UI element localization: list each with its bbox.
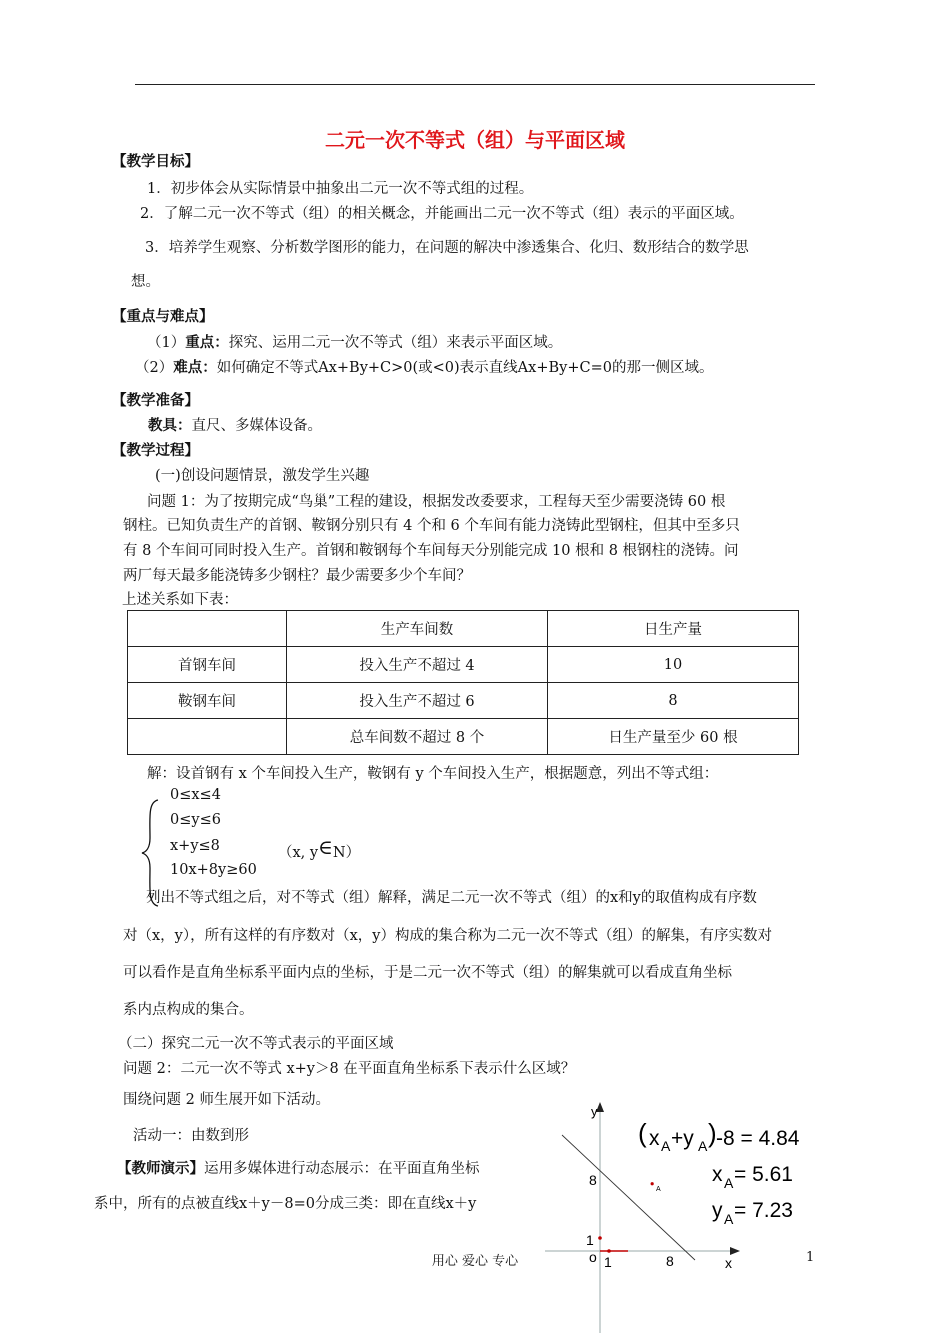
- activity1: 活动一：由数到形: [133, 1128, 249, 1144]
- table-row: [128, 647, 799, 683]
- readout-expr-plus: +y: [671, 1127, 694, 1150]
- readout-expr-sub: A: [698, 1138, 708, 1154]
- goals-heading: 【教学目标】: [112, 153, 199, 170]
- inequality-2: 0≤y≤6: [170, 812, 221, 828]
- table-cell: [128, 719, 287, 755]
- header-rule: [135, 84, 815, 85]
- problem1-line-4: 两厂每天最多能浇铸多少钢柱？最少需要多少个车间？: [123, 568, 471, 584]
- goal-3-cont: 想。: [131, 274, 160, 290]
- key-point-1-label: 重点：: [185, 334, 229, 351]
- key-point-2-text: 如何确定不等式Ax+By+C>0(或<0)表示直线Ax+By+C=0的那一侧区域。: [216, 360, 714, 376]
- inequality-1: 0≤x≤4: [170, 787, 221, 803]
- relation-table: [127, 610, 799, 755]
- key-heading: 【重点与难点】: [112, 308, 214, 325]
- prep-heading: 【教学准备】: [112, 392, 199, 409]
- table-header-cell: 生产车间数: [287, 611, 548, 647]
- table-cell: 投入生产不超过 4: [287, 647, 548, 683]
- key-point-1: [147, 331, 562, 352]
- inequality-3: x+y≤8: [170, 838, 220, 854]
- unit-y-point: [598, 1236, 602, 1240]
- table-cell: 首钢车间: [128, 647, 287, 683]
- demo-line-1: [117, 1157, 480, 1178]
- table-header-cell: 日生产量: [548, 611, 799, 647]
- y-tick-8: 8: [589, 1172, 597, 1188]
- goal-3: 3．培养学生观察、分析数学图形的能力，在问题的解决中渗透集合、化归、数形结合的数学思: [145, 240, 749, 256]
- coordinate-graph: [540, 1098, 820, 1338]
- explain-line-1: 列出不等式组之后，对不等式（组）解释，满足二元一次不等式（组）的x和y的取值构成有序数: [146, 890, 757, 906]
- key-point-2-label: 难点：: [173, 359, 217, 376]
- table-cell: 鞍钢车间: [128, 683, 287, 719]
- table-row: [128, 683, 799, 719]
- goal-2: 2．了解二元一次不等式（组）的相关概念，并能画出二元一次不等式（组）表示的平面区域。: [140, 206, 744, 222]
- table-intro: 上述关系如下表：: [122, 592, 238, 608]
- point-a: [651, 1182, 654, 1185]
- problem1-line-1: 问题 1：为了按期完成“鸟巢”工程的建设，根据发改委要求，工程每天至少需要浇铸 60 根: [147, 494, 726, 510]
- readout-y: [712, 1199, 793, 1227]
- problem2: 问题 2：二元一次不等式 x+y＞8 在平面直角坐标系下表示什么区域？: [123, 1061, 576, 1077]
- activity-intro: 围绕问题 2 师生展开如下活动。: [123, 1092, 330, 1108]
- problem1-line-2: 钢柱。已知负责生产的首钢、鞍钢分别只有 4 个和 6 个车间有能力浇铸此型钢柱，但其中至多只: [123, 518, 740, 534]
- explain-line-4: 系内点构成的集合。: [123, 1002, 254, 1018]
- demo-text-1: 运用多媒体进行动态展示：在平面直角坐标: [204, 1161, 480, 1177]
- solution-intro: 解：设首钢有 x 个车间投入生产，鞍钢有 y 个车间投入生产，根据题意，列出不等式组：: [147, 766, 719, 782]
- table-cell: 总车间数不超过 8 个: [287, 719, 548, 755]
- x-axis-label: x: [725, 1255, 732, 1271]
- domain-note-tail: N）: [332, 845, 361, 861]
- readout-x: [712, 1163, 793, 1191]
- goal-1: 1．初步体会从实际情景中抽象出二元一次不等式组的过程。: [147, 181, 534, 197]
- explain-line-3: 可以看作是直角坐标系平面内点的坐标，于是二元一次不等式（组）的解集就可以看成直角坐标: [123, 965, 732, 981]
- domain-note: [278, 835, 361, 862]
- readout-expr-sub: A: [661, 1138, 671, 1154]
- y-tick-1: 1: [586, 1232, 594, 1248]
- table-cell: 10: [548, 647, 799, 683]
- part2-heading: （二）探究二元一次不等式表示的平面区域: [118, 1036, 394, 1052]
- readout-x-label: x: [712, 1163, 723, 1186]
- table-cell: 投入生产不超过 6: [287, 683, 548, 719]
- readout-x-value: = 5.61: [734, 1163, 793, 1186]
- demo-heading: 【教师演示】: [117, 1160, 204, 1177]
- x-tick-1: 1: [604, 1254, 612, 1270]
- key-point-2: [135, 356, 713, 377]
- readout-paren-open: (: [638, 1118, 647, 1148]
- prep-content: 直尺、多媒体设备。: [191, 418, 322, 434]
- origin-label: o: [589, 1249, 597, 1265]
- demo-line-2: 系中，所有的点被直线x＋y－8=0分成三类：即在直线x＋y: [94, 1196, 477, 1212]
- readout-y-sub: A: [724, 1211, 734, 1227]
- table-row: [128, 719, 799, 755]
- table-header-row: [128, 611, 799, 647]
- explain-line-2: 对（x，y），所有这样的有序数对（x，y）构成的集合称为二元一次不等式（组）的解集，有序实数对: [123, 928, 772, 944]
- problem1-line-3: 有 8 个车间可同时投入生产。首钢和鞍钢每个车间每天分别能完成 10 根和 8 根钢柱的浇铸。问: [123, 543, 739, 559]
- readout-y-value: = 7.23: [734, 1199, 793, 1222]
- x-tick-8: 8: [666, 1253, 674, 1269]
- prep-text: [148, 414, 322, 435]
- readout-x-sub: A: [724, 1175, 734, 1191]
- process-heading: 【教学过程】: [112, 442, 199, 459]
- key-point-2-prefix: （2）: [135, 360, 174, 376]
- page-number: 1: [806, 1250, 815, 1265]
- readout-paren-close: ): [708, 1118, 717, 1148]
- key-point-1-prefix: （1）: [147, 335, 186, 351]
- inequality-4: 10x+8y≥60: [170, 862, 257, 878]
- domain-note-head: （x, y: [278, 845, 319, 861]
- element-of-symbol: ∈: [318, 835, 333, 859]
- point-a-label: A: [656, 1186, 661, 1193]
- readout-expression: [638, 1118, 800, 1154]
- table-header-cell: [128, 611, 287, 647]
- page-footer-motto: 用心 爱心 专心: [431, 1254, 519, 1269]
- readout-y-label: y: [712, 1199, 723, 1222]
- table-cell: 8: [548, 683, 799, 719]
- y-axis-label: y: [591, 1104, 598, 1119]
- readout-expr-x: x: [649, 1127, 660, 1150]
- prep-label: 教具：: [148, 417, 192, 434]
- page-title: 二元一次不等式（组）与平面区域: [325, 128, 625, 152]
- process-subheading: (一)创设问题情景，激发学生兴趣: [155, 468, 370, 484]
- line-x-plus-y-eq-8: [562, 1135, 695, 1260]
- table-cell: 日生产量至少 60 根: [548, 719, 799, 755]
- key-point-1-text: 探究、运用二元一次不等式（组）来表示平面区域。: [228, 335, 563, 351]
- readout-expr-value: -8 = 4.84: [716, 1127, 800, 1150]
